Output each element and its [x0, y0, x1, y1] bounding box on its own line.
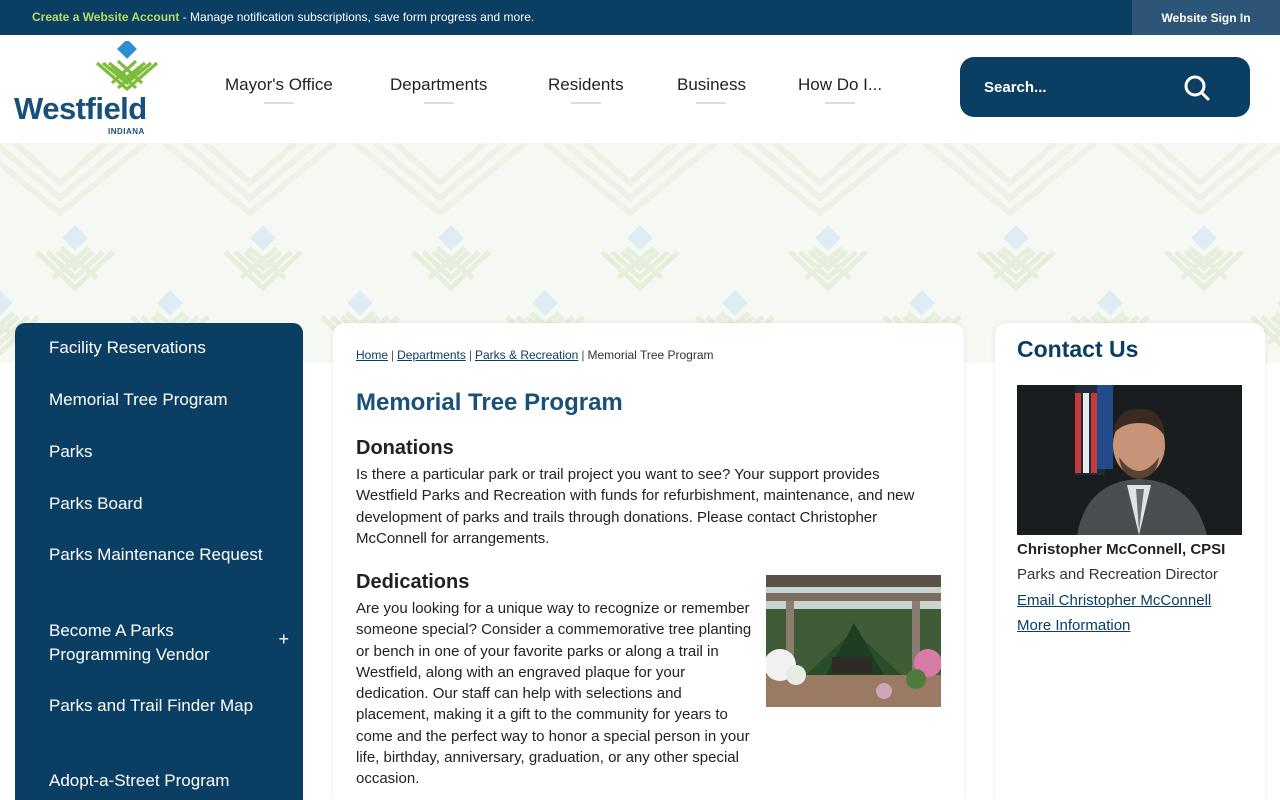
email-contact-link[interactable]: Email Christopher McConnell — [1017, 592, 1212, 609]
contact-card — [995, 323, 1265, 800]
contact-portrait — [1017, 385, 1242, 535]
nav-underline — [825, 102, 855, 104]
donations-text: Is there a particular park or trail project you want to see? Your support provides Westfield Parks and Recreation with funds for refurbishment, maintenance, and new development of parks and trails through donations. Please contact Christopher McConnell for arrangements. — [356, 466, 915, 547]
logo-wordmark: Westfield — [14, 91, 147, 126]
create-account-link[interactable]: Create a Website Account — [32, 10, 180, 24]
site-header — [0, 35, 1280, 143]
nav-label: Mayor's Office — [225, 75, 333, 94]
main-content — [333, 323, 964, 800]
nav-residents[interactable] — [548, 75, 624, 95]
pergola-image — [766, 575, 941, 707]
breadcrumb-departments[interactable]: Departments — [397, 348, 466, 362]
nav-mayors-office[interactable] — [225, 75, 333, 95]
breadcrumb-separator: | — [391, 348, 395, 362]
nav-departments[interactable] — [390, 75, 487, 95]
sidebar-item-parks[interactable]: Parks — [49, 442, 93, 461]
dedications-text-intro — [356, 598, 756, 790]
logo-mark-icon — [92, 41, 162, 97]
logo-state: INDIANA — [108, 127, 145, 136]
donations-heading: Donations — [356, 437, 454, 459]
breadcrumb-current: Memorial Tree Program — [587, 348, 714, 362]
nav-how-do-i[interactable] — [798, 75, 882, 95]
notification-bar — [0, 0, 1280, 35]
sidebar-item-parks-maintenance-request[interactable]: Parks Maintenance Request — [49, 545, 263, 564]
breadcrumb-separator: | — [468, 348, 472, 362]
notification-message — [32, 10, 534, 24]
search-icon[interactable] — [1182, 73, 1212, 103]
nav-label: How Do I... — [798, 75, 883, 94]
pergola-garden-photo — [766, 575, 941, 707]
page-title: Memorial Tree Program — [356, 389, 623, 416]
sidebar-item-parks-programming-vendor[interactable]: Become A Parks Programming Vendor — [49, 621, 210, 664]
nav-business[interactable] — [677, 75, 746, 95]
nav-label: Residents — [548, 75, 624, 94]
portrait-image — [1017, 385, 1242, 535]
contact-role: Parks and Recreation Director — [1017, 566, 1218, 583]
nav-underline — [571, 102, 601, 104]
website-sign-in-button[interactable]: Website Sign In — [1132, 0, 1280, 35]
sidebar-item-adopt-a-street[interactable]: Adopt-a-Street Program — [49, 771, 230, 790]
breadcrumb-home[interactable]: Home — [356, 348, 389, 362]
nav-underline — [696, 102, 726, 104]
dedications-text: Are you looking for a unique way to recognize or remember someone special? Consider a commemorative tree planting or bench in one of your favorite parks or along a trail in Westfield, along with an engraved plaque for your dedication. Our staff can help with selections and placement, making it a gift to the community for years to come and the perfect way to honor a special person in your life, birthday, anniversary, graduation, or any other special occasion. — [356, 600, 752, 788]
sidebar-item-parks-trail-finder-map[interactable]: Parks and Trail Finder Map — [49, 696, 254, 715]
search-input[interactable] — [984, 75, 1164, 99]
more-information-link[interactable]: More Information — [1017, 617, 1131, 634]
breadcrumb-parks-recreation[interactable]: Parks & Recreation — [474, 348, 579, 362]
sidebar-nav — [15, 323, 303, 800]
breadcrumb — [356, 348, 714, 362]
contact-name: Christopher McConnell, CPSI — [1017, 541, 1226, 558]
search-box — [960, 57, 1250, 117]
expand-submenu-icon[interactable]: + — [278, 629, 289, 649]
contact-heading: Contact Us — [1017, 336, 1139, 362]
sidebar-item-memorial-tree-program[interactable]: Memorial Tree Program — [49, 390, 228, 409]
nav-label: Business — [677, 75, 746, 94]
nav-underline — [264, 102, 294, 104]
dedications-heading: Dedications — [356, 571, 470, 593]
westfield-logo[interactable] — [14, 41, 174, 137]
nav-label: Departments — [390, 75, 488, 94]
nav-underline — [424, 102, 454, 104]
notification-text: - Manage notification subscriptions, save form progress and more. — [179, 10, 535, 24]
breadcrumb-separator: | — [581, 348, 585, 362]
sidebar-item-facility-reservations[interactable]: Facility Reservations — [49, 338, 206, 357]
sidebar-item-parks-board[interactable]: Parks Board — [49, 494, 143, 513]
